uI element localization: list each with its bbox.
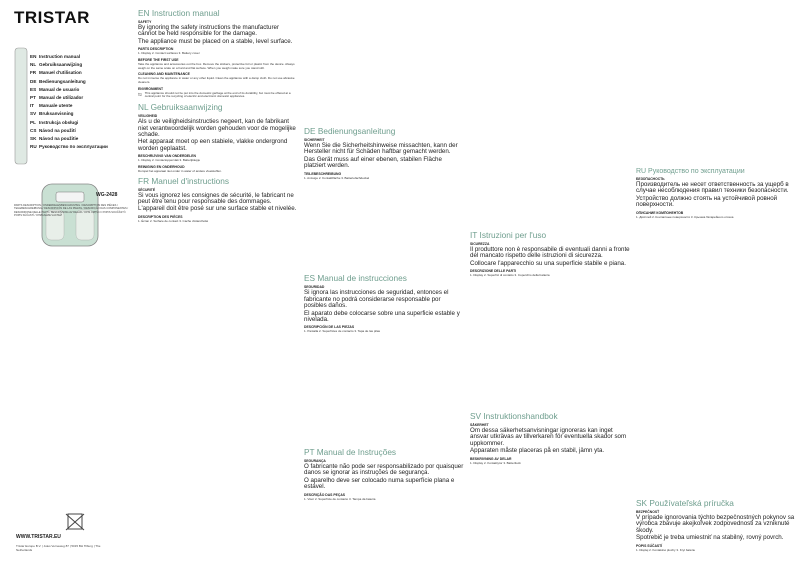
parts-heading: BESKRIVNING AV DELAR [470,456,512,461]
safety-bullet: The appliance must be placed on a stable, level surface. [138,37,293,45]
language-code: ES [30,86,37,92]
language-code: DE [30,78,37,84]
language-entry [30,54,130,59]
parts-text: 1. Display 2. Superfici di contatto 3. Coperchio della batteria [470,273,550,278]
safety-heading: VEILIGHEID [138,114,158,119]
language-label: Руководство по эксплуатации [39,144,108,150]
safety-bullet: O fabricante não pode ser responsabilizado por quaisquer danos se ignorar as instruções de segurança. [304,463,464,477]
safety-bullet: V prípade ignorovania týchto bezpečnostných pokynov sa výrobca zbavuje akejkoľvek zodpovednosti za vzniknuté škody. [636,514,795,534]
model-number: WG-2428 [96,192,118,198]
language-label: Instruction manual [39,54,81,59]
safety-bullet: El aparato debe colocarse sobre una superficie estable y nivelada. [304,309,460,323]
column-en-nl-fr [138,6,298,571]
parts-heading: DESCRIPCIÓN DE LAS PIEZAS [304,325,355,330]
section-title-de: DE Bedienungsanleitung [304,126,396,136]
safety-bullet: L'appareil doit être posé sur une surface stable et nivelée. [138,205,297,213]
language-label: Bruksanvisning [39,111,74,117]
column-pl-cs-ru-sk [636,6,796,571]
cleaning-text: Dompel het apparaat niet onder in water of andere vloeistoffen. [138,168,222,173]
language-code: RU [30,144,37,150]
parts-heading: POPIS SÚČASTÍ [636,543,663,548]
parts-text: 1. Display 2. Contactoppervlak 3. Batterijklepje [138,158,201,163]
parts-text: 1. Displej 2. Kontaktné plochy 3. Kryt batérie [636,547,696,552]
safety-bullet: Wenn Sie die Sicherheitshinweise missachten, kann der Hersteller nicht für Schäden haftbar gemacht werden. [304,142,458,156]
section-title-it: IT Istruzioni per l'uso [470,230,547,240]
column-it-sv [470,6,630,571]
section-title-en: EN Instruction manual [138,8,220,18]
language-entry [30,62,130,67]
section-title-es: ES Manual de instrucciones [304,273,407,284]
section-title-sv: SV Instruktionshandbok [470,410,558,421]
language-label: Gebruiksaanwijzing [39,62,83,68]
safety-bullet: O aparelho deve ser colocado numa superfície plana e estável. [304,476,455,491]
parts-heading: DESCRIÇÃO DAS PEÇAS [304,492,346,497]
language-label: Instrukcja obsługi [39,119,79,125]
column-de-es-pt [304,6,464,571]
safety-bullet: Apparaten måste placeras på en stabil, jämn yta. [470,447,605,455]
language-code: FR [30,70,37,76]
language-code: SK [30,135,37,141]
language-label: Návod na použitie [39,135,79,141]
brand-logo: TRISTAR [14,8,90,27]
parts-text: 1. Écran 2. Surface de contact 3. Cache d'étanchéité [138,218,209,223]
safety-bullet: Устройство должно стоять на устойчивой ровной поверхности. [636,194,778,209]
language-list [30,54,130,152]
language-code: SV [30,111,37,117]
language-label: Manual de utilizador [39,94,84,100]
safety-heading: SÄKERHET [470,422,489,427]
safety-bullet: Si ignora las instrucciones de seguridad, entonces el fabricante no podrá considerarse responsable por posibles daños. [304,289,449,310]
safety-bullet: By ignoring the safety instructions the manufacturer cannot be held responsible for the damage. [138,24,280,38]
cleaning-text: Do not immerse the appliance in water or any other liquid. Clean the appliance with a damp cloth. Do not use abrasive cleaners. [138,76,295,85]
safety-heading: БЕЗОПАСНОСТЬ [636,177,665,181]
parts-footnote: PARTS DESCRIPTION / ONDERDELENBESCHRIJVING / DESCRIPTION DES PIÈCES / TEILEBESCHREIBUNG / DESCRIPCIÓN DE LAS PIEZAS / DESCRIÇÃO DAS COMPONENTES / DESCRIZIONE DELLE PARTI / BESKRIVNING AV DELAR / OPIS CZĘŚCI / POPIS SOUČÁSTÍ / POPIS SÚČASTÍ / ОПИСАНИЕ ЧАСТЕЙ [14,204,129,218]
section-sv [470,411,630,465]
language-entry [30,79,130,84]
safety-bullet: Als u de veiligheidsinstructies negeert, kan de fabrikant niet verantwoordelijk worden gehouden voor de mogelijke schade. [138,118,296,138]
language-entry [30,103,130,108]
bathroom-scale-illustration [22,182,122,300]
section-fr [138,176,298,224]
section-nl [138,102,298,173]
safety-heading: SAFETY [138,20,152,24]
website-link[interactable]: WWW.TRISTAR.EU [16,534,61,540]
language-code: CS [30,127,37,133]
language-entry [30,120,130,125]
parts-heading: ОПИСАНИЕ КОМПОНЕНТОВ [636,210,684,215]
cleaning-heading: REINIGING EN ONDERHOUD [138,164,185,169]
section-ru [636,166,796,220]
safety-bullet: Het apparaat moet op een stabiele, vlakke ondergrond worden geplaatst. [138,138,288,152]
section-es [304,273,464,334]
section-en [138,8,298,100]
safety-heading: SICHERHEIT [304,138,325,142]
section-it [470,230,630,278]
cover-column [10,6,132,571]
environment-heading: ENVIRONMENT [138,86,164,91]
scale-side-icon [12,46,30,166]
safety-bullet: Il produttore non è responsabile di eventuali danni a fronte del mancato rispetto delle istruzioni di sicurezza. [470,246,630,260]
before-use-text: Take the appliance and accessories out the box. Remove the stickers, protective foil or plastic from the device. Always weigh on the same scale on a hard and flat surface. When you weigh make sure you stand still. [138,61,295,70]
language-code: PT [30,94,36,100]
section-title-fr: FR Manuel d'instructions [138,175,230,186]
section-pt [304,447,464,501]
section-sk [636,496,796,553]
safety-heading: SEGURIDAD [304,285,325,290]
language-label: Bedienungsanleitung [39,78,86,84]
environment-text: This appliance should not be put into the domestic garbage at the end of its durability, but must be offered at a central point for the recycling of electric and electronic domestic appliances. [144,90,291,99]
language-entry [30,128,130,133]
parts-text: 1. Pantalla 2. Superficies de contacto 3. Tapa de las pilas [304,329,380,334]
language-label: Návod na použití [39,127,76,133]
before-use-heading: BEFORE THE FIRST USE [138,57,179,62]
safety-heading: SICUREZZA [470,242,490,246]
section-de [304,126,464,180]
cleaning-heading: CLEANING AND MAINTENANCE [138,72,190,77]
language-label: Manuel d'utilisation [39,70,82,76]
company-address: Tristar Europe B.V. | Jules Verneweg 87 | 5015 BH Tilburg | The Netherlands [16,544,101,552]
parts-heading: DESCRIPTION DES PIÈCES [138,214,183,219]
language-entry [30,136,130,141]
section-title-sk: SK Používateľská príručka [636,498,734,508]
language-entry [30,87,130,92]
language-entry [30,144,130,149]
language-entry [30,111,130,116]
language-code: EN [30,54,37,59]
safety-heading: SÉCURITÉ [138,187,156,192]
parts-heading: DESCRIZIONE DELLE PARTI [470,269,517,274]
section-title-nl: NL Gebruiksaanwijzing [138,102,223,113]
parts-text: 1. Display 2. Contact surfaces 3. Battery cover [138,51,200,56]
parts-text: 1. Anzeige 2. Kontaktfläche 3. Batteriefachdeckel [304,175,370,180]
language-label: Manual de usuario [39,86,80,92]
safety-bullet: Das Gerät muss auf einer ebenen, stabilen Fläche platziert werden. [304,155,442,170]
language-entry [30,70,130,75]
language-code: IT [30,103,35,109]
safety-bullet: Collocare l'apparecchio su una superficie stabile e piana. [470,259,626,267]
language-code: NL [30,62,37,68]
parts-text: 1. Дисплей 2. Контактные поверхности 3. Крышка батарейного отсека [636,214,734,219]
parts-heading: PARTS DESCRIPTION [138,47,174,52]
parts-text: 1. Visor 2. Superfície de contacto 3. Tampa da bateria [304,496,376,501]
section-title-pt: PT Manual de Instruções [304,447,397,458]
language-entry [30,95,130,100]
section-title-ru: RU Руководство по эксплуатации [636,168,745,175]
language-label: Manuale utente [39,103,73,109]
safety-bullet: Si vous ignorez les consignes de sécurité, le fabricant ne peut être tenu pour responsable des dommages. [138,191,294,205]
parts-heading: TEILEBESCHREIBUNG [304,171,342,176]
safety-heading: BEZPEČNOSŤ [636,510,660,514]
recycle-icon [32,512,122,532]
bin-icon [138,92,142,97]
safety-bullet: Spotrebič je treba umiestniť na stabilný, rovný povrch. [636,534,784,542]
safety-heading: SEGURANÇA [304,459,326,464]
safety-bullet: Производитель не несет ответственность за ущерб в случае несоблюдения правил техники безопасности. [636,181,789,195]
language-code: PL [30,119,36,125]
safety-bullet: Om dessa säkerhetsanvisningar ignoreras kan inget ansvar utkrävas av tillverkaren för eventuella skador som uppkommer. [470,426,627,447]
parts-text: 1. Display 2. Kontaktytor 3. Batterilock [470,460,521,465]
parts-heading: BESCHRIJVING VAN ONDERDELEN [138,154,196,159]
